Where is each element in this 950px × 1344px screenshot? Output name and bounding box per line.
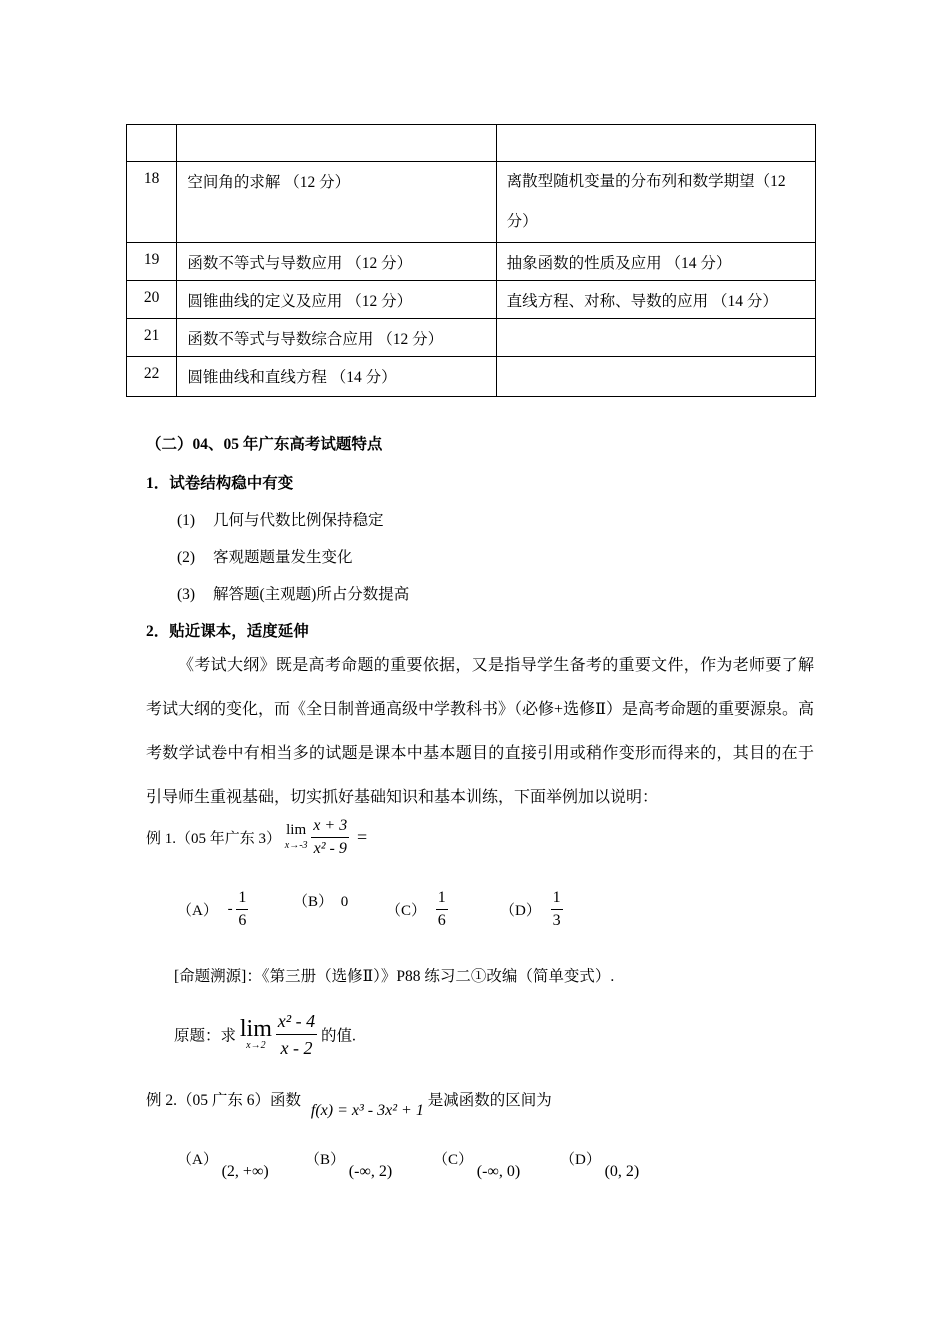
fraction-denominator: 6 [238, 912, 247, 929]
option-fraction [551, 887, 563, 932]
list-item-number: (1) [177, 512, 196, 529]
lim-subscript: x→2 [246, 1039, 266, 1051]
table-cell [496, 125, 815, 162]
example2 [146, 1088, 552, 1119]
point2-title: 2．贴近课本，适度延伸 [146, 623, 309, 640]
limit-fraction [311, 815, 349, 860]
option-b [293, 890, 348, 911]
table-cell [496, 357, 815, 397]
example1-label: 例 1.（05 年广东 3） [146, 831, 282, 847]
option-c [386, 887, 448, 932]
limit-operator [285, 822, 308, 854]
list-item-number: (3) [177, 586, 196, 603]
option-label: （A） [177, 903, 218, 919]
fraction-numerator: 1 [551, 887, 563, 910]
list-item [177, 508, 383, 530]
option-label: （B） [293, 894, 334, 910]
limit-operator [239, 1015, 272, 1052]
table-row [127, 281, 816, 319]
exam-topics-table [126, 124, 816, 397]
example1 [146, 815, 367, 860]
table-cell [177, 125, 496, 162]
function-formula: f(x) = x³ - 3x² + 1 [310, 1102, 424, 1119]
option-label: （B） [305, 1152, 346, 1168]
table-cell [496, 319, 815, 357]
option-b [305, 1148, 393, 1180]
option-value: 0 [340, 894, 349, 910]
point1-title: 1．试卷结构稳中有变 [146, 475, 294, 492]
list-item [177, 545, 352, 567]
list-item [177, 582, 409, 604]
option-fraction [436, 887, 448, 932]
table-cell [127, 125, 177, 162]
option-label: （C） [433, 1152, 474, 1168]
point2-paragraph: 《考试大纲》既是高考命题的重要依据，又是指导学生备考的重要文件，作为老师要了解考试大纲的变化，而《全日制普通高级中学教科书》（必修+选修Ⅱ）是高考命题的重要源泉。高考数学试卷中有相当多的试题是课本中基本题目的直接引用或稍作变形而得来的，其目的在于引导师生重视基础，切实抓好基础知识和基本训练，下面举例加以说明： [146, 657, 814, 806]
fraction-denominator: 6 [437, 912, 446, 929]
table-row [127, 162, 816, 243]
table-cell: 直线方程、对称、导数的应用 （14 分） [496, 281, 815, 319]
option-label: （C） [386, 903, 427, 919]
section-title: （二）04、05 年广东高考试题特点 [146, 436, 383, 453]
table-cell: 抽象函数的性质及应用 （14 分） [496, 243, 815, 281]
fraction-numerator: x² - 4 [276, 1008, 317, 1035]
list-item-text: 几何与代数比例保持稳定 [212, 512, 384, 529]
table-row [127, 319, 816, 357]
lim-subscript: x→-3 [284, 839, 308, 851]
lim-text: lim [239, 1015, 272, 1042]
fraction-numerator: 1 [236, 887, 248, 910]
original-suffix: 的值. [321, 1027, 356, 1045]
table-cell: 圆锥曲线和直线方程 （14 分） [177, 357, 496, 397]
table-cell: 离散型随机变量的分布列和数学期望（12 分） [496, 162, 815, 243]
fraction-denominator: x² - 9 [313, 840, 347, 857]
fraction-denominator: x - 2 [280, 1038, 313, 1058]
example2-suffix: 是减函数的区间为 [427, 1092, 552, 1109]
equals-sign: = [356, 827, 368, 847]
option-value: (-∞, 0) [476, 1163, 521, 1180]
table-cell: 空间角的求解 （12 分） [177, 162, 496, 243]
option-c [433, 1148, 521, 1180]
option-d [500, 887, 563, 932]
original-problem [174, 1008, 356, 1061]
table-cell: 函数不等式与导数综合应用 （12 分） [177, 319, 496, 357]
table-cell: 20 [127, 281, 177, 319]
option-label: （A） [177, 1152, 218, 1168]
table-cell: 22 [127, 357, 177, 397]
limit-fraction [276, 1008, 317, 1061]
original-prefix: 原题：求 [174, 1027, 237, 1045]
option-value: (2, +∞) [221, 1163, 269, 1180]
fraction-numerator: x + 3 [311, 815, 349, 838]
option-value: (-∞, 2) [348, 1163, 393, 1180]
minus-sign: - [227, 901, 233, 917]
option-label: （D） [560, 1152, 601, 1168]
table-row [127, 243, 816, 281]
example2-label: 例 2.（05 广东 6）函数 [146, 1092, 302, 1109]
table-row [127, 125, 816, 162]
list-item-number: (2) [177, 549, 196, 566]
option-label: （D） [500, 903, 541, 919]
option-fraction [236, 887, 248, 932]
source-note: [命题溯源]：《第三册（选修Ⅱ）》P88 练习二①改编（简单变式）. [174, 968, 615, 985]
table-cell: 18 [127, 162, 177, 243]
table-cell: 21 [127, 319, 177, 357]
list-item-text: 解答题(主观题)所占分数提高 [212, 586, 410, 603]
option-a [177, 887, 248, 932]
option-value: (0, 2) [604, 1163, 640, 1180]
lim-text: lim [286, 821, 307, 838]
fraction-numerator: 1 [436, 887, 448, 910]
table-cell: 19 [127, 243, 177, 281]
fraction-denominator: 3 [552, 912, 561, 929]
table-cell: 函数不等式与导数应用 （12 分） [177, 243, 496, 281]
option-a [177, 1148, 269, 1180]
option-d [560, 1148, 640, 1180]
table-row [127, 357, 816, 397]
list-item-text: 客观题题量发生变化 [212, 549, 353, 566]
table-cell: 圆锥曲线的定义及应用 （12 分） [177, 281, 496, 319]
